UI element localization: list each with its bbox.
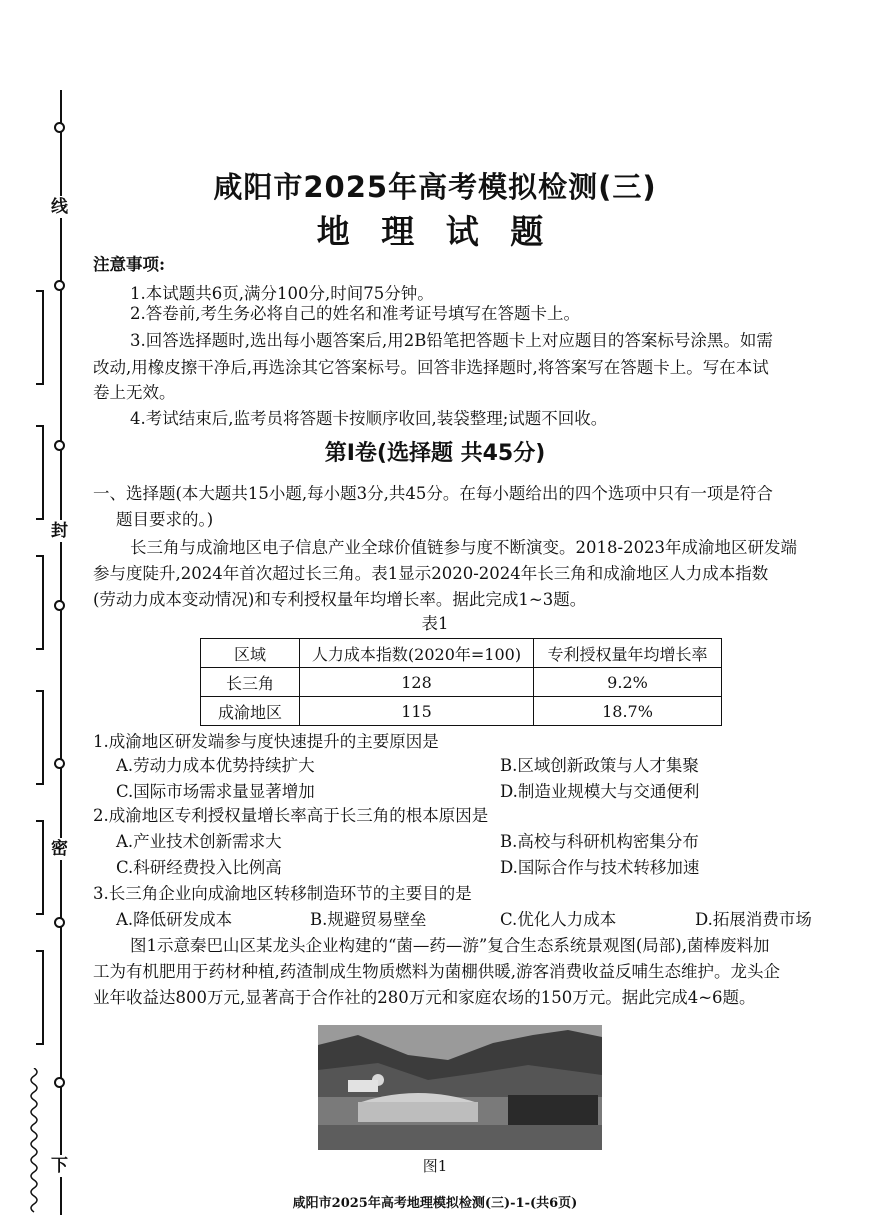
table-cell: 9.2%	[534, 668, 722, 697]
question-option: A.降低研发成本	[116, 910, 233, 929]
binding-bracket	[36, 820, 44, 915]
question-option: A.产业技术创新需求大	[116, 832, 282, 851]
passage-line: 图1示意秦巴山区某龙头企业构建的“菌—药—游”复合生态系统景观图(局部),菌棒废料加	[130, 936, 770, 955]
question-option: D.国际合作与技术转移加速	[500, 858, 700, 877]
note-item: 改动,用橡皮擦干净后,再选涂其它答案标号。回答非选择题时,将答案写在答题卡上。写在本试	[93, 358, 769, 377]
subject-title: 地 理 试 题	[316, 212, 554, 251]
table-header: 专利授权量年均增长率	[534, 639, 722, 668]
binding-hole	[54, 917, 65, 928]
binding-bracket	[36, 290, 44, 385]
binding-hole	[54, 1077, 65, 1088]
question-option: B.区域创新政策与人才集聚	[500, 756, 699, 775]
page-footer: 咸阳市2025年高考地理模拟检测(三)-1-(共6页)	[292, 1196, 578, 1211]
note-item: 4.考试结束后,监考员将答题卡按顺序收回,装袋整理;试题不回收。	[130, 409, 608, 428]
binding-char-seal: 封	[51, 521, 68, 541]
table-cell: 115	[300, 697, 534, 726]
binding-char-down: 下	[51, 1156, 68, 1176]
table-header: 人力成本指数(2020年=100)	[300, 639, 534, 668]
question-option: C.优化人力成本	[500, 910, 617, 929]
question-option: D.制造业规模大与交通便利	[500, 782, 700, 801]
question-option: D.拓展消费市场	[695, 910, 812, 929]
binding-hole	[54, 122, 65, 133]
landscape-photo	[318, 1025, 602, 1150]
note-item: 2.答卷前,考生务必将自己的姓名和准考证号填写在答题卡上。	[130, 304, 580, 323]
binding-hole	[54, 280, 65, 291]
binding-line	[60, 90, 62, 1215]
binding-char-secret: 密	[51, 839, 68, 859]
section-intro: 一、选择题(本大题共15小题,每小题3分,共45分。在每小题给出的四个选项中只有一项是符合	[93, 484, 773, 503]
passage-line: 参与度陡升,2024年首次超过长三角。表1显示2020-2024年长三角和成渝地区人力成本指数	[93, 564, 769, 583]
section-title: 第Ⅰ卷(选择题 共45分)	[324, 441, 546, 466]
exam-title: 咸阳市2025年高考模拟检测(三)	[213, 170, 657, 204]
passage-line: 长三角与成渝地区电子信息产业全球价值链参与度不断演变。2018-2023年成渝地区研发端	[130, 538, 798, 557]
data-table	[200, 638, 722, 726]
section-intro: 题目要求的。)	[116, 510, 214, 529]
table-row	[201, 697, 722, 726]
binding-hole	[54, 758, 65, 769]
table-header: 区域	[201, 639, 300, 668]
note-item: 卷上无效。	[93, 383, 176, 402]
binding-char-line: 线	[51, 197, 68, 217]
question-option: B.规避贸易壁垒	[310, 910, 427, 929]
passage-line: 工为有机肥用于药材种植,药渣制成生物质燃料为菌棚供暖,游客消费收益反哺生态维护。龙头企	[93, 962, 780, 981]
note-item: 3.回答选择题时,选出每小题答案后,用2B铅笔把答题卡上对应题目的答案标号涂黑。如需	[130, 331, 773, 350]
table-caption: 表1	[421, 614, 449, 633]
question-stem: 3.长三角企业向成渝地区转移制造环节的主要目的是	[93, 884, 472, 903]
passage-line: (劳动力成本变动情况)和专利授权量年均增长率。据此完成1~3题。	[93, 590, 587, 609]
table-header-row	[201, 639, 722, 668]
question-option: A.劳动力成本优势持续扩大	[116, 756, 315, 775]
question-stem: 2.成渝地区专利授权量增长率高于长三角的根本原因是	[93, 806, 489, 825]
binding-bracket	[36, 690, 44, 785]
table-cell: 长三角	[201, 668, 300, 697]
question-option: C.国际市场需求量显著增加	[116, 782, 315, 801]
table-cell: 18.7%	[534, 697, 722, 726]
question-option: B.高校与科研机构密集分布	[500, 832, 699, 851]
passage-line: 业年收益达800万元,显著高于合作社的280万元和家庭农场的150万元。据此完成4~6题。	[93, 988, 756, 1007]
notes-heading: 注意事项:	[93, 255, 166, 274]
table-cell: 成渝地区	[201, 697, 300, 726]
binding-bracket	[36, 950, 44, 1045]
table-cell: 128	[300, 668, 534, 697]
note-item: 1.本试题共6页,满分100分,时间75分钟。	[130, 284, 434, 303]
question-option: C.科研经费投入比例高	[116, 858, 282, 877]
question-stem: 1.成渝地区研发端参与度快速提升的主要原因是	[93, 732, 439, 751]
table-row	[201, 668, 722, 697]
figure-caption: 图1	[422, 1157, 448, 1175]
